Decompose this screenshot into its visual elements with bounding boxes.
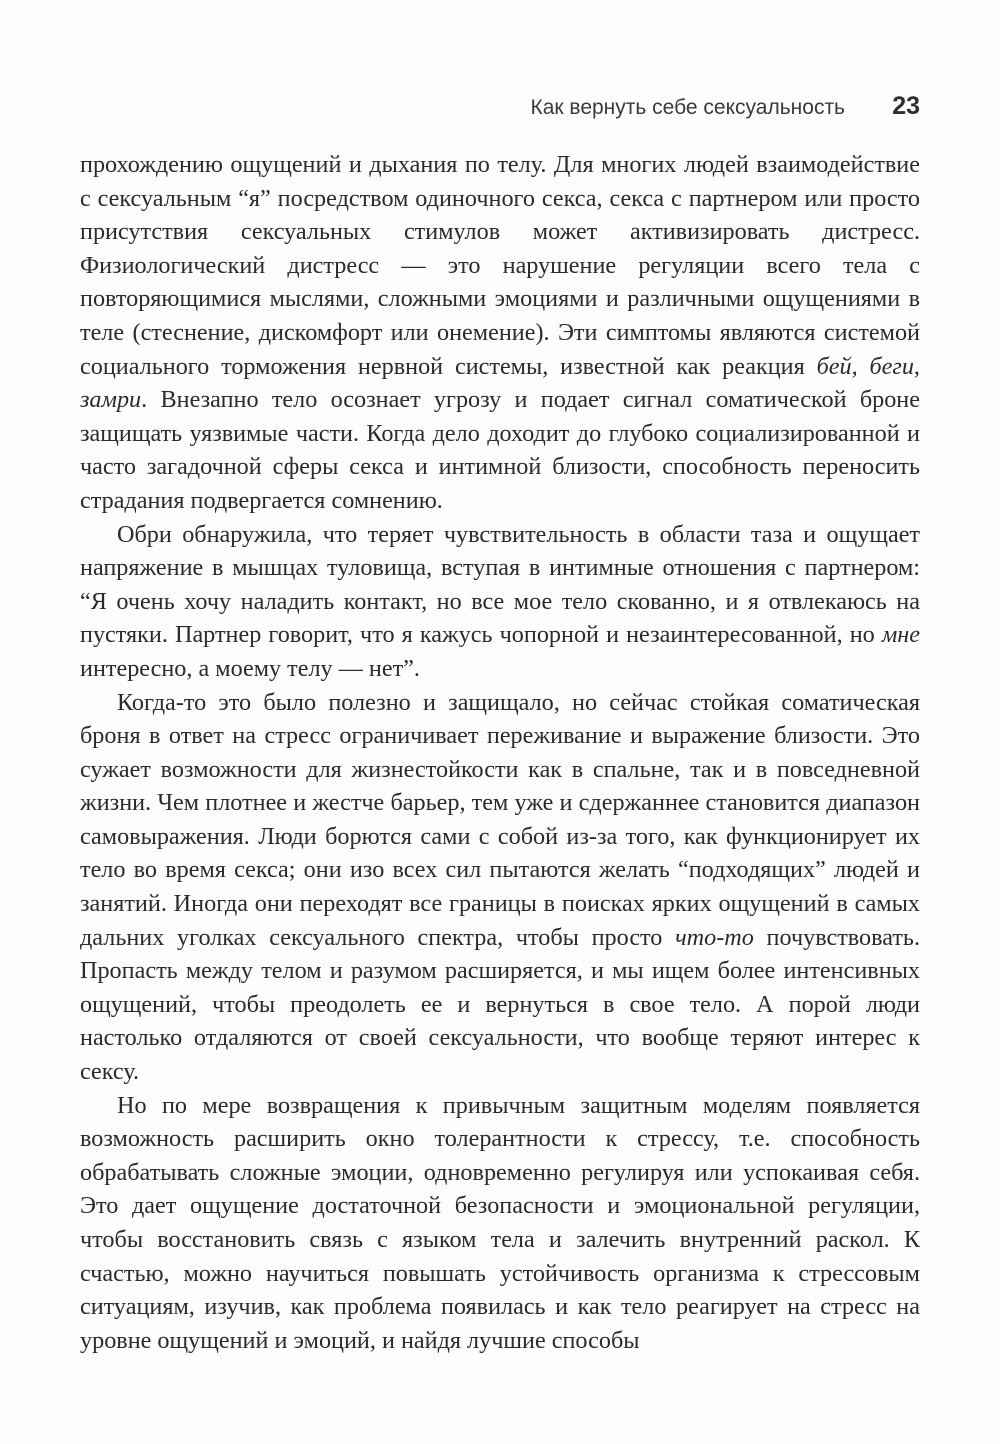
text-run: почувствовать. Пропасть между телом и разумом расширяется, и мы ищем более интенсивных ощущений, чтобы преодолеть ее и вернуться в свое тело. А порой люди настолько отдаляются от своей сексуальности, что вообще теряют интерес к сексу. [80, 923, 920, 1086]
paragraph-3 [80, 686, 920, 1089]
italic-run: бей, беги, замри [80, 352, 920, 414]
text-run: интересно, а моему телу — нет”. [80, 654, 420, 682]
italic-run: мне [881, 621, 920, 649]
running-header-title: Как вернуть себе сексуальность [530, 96, 845, 119]
paragraph-1 [80, 148, 920, 518]
text-run: прохождению ощущений и дыхания по телу. Для многих людей взаимодействие с сексуальным “я” посредством одиночного секса, секса с партнером или просто присутствия сексуальных стимулов может активизировать дистресс. Физиологический дистресс — это нарушение регуляции всего тела с повторяющимися мыслями, сложными эмоциями и различными ощущениями в теле (стеснение, дискомфорт или онемение). Эти симптомы являются системой социального торможения нервной системы, известной как реакция [80, 151, 920, 380]
italic-run: что-то [675, 923, 754, 951]
text-run: Обри обнаружила, что теряет чувствительность в области таза и ощущает напряжение в мышцах туловища, вступая в интимные отношения с партнером: “Я очень хочу наладить контакт, но все мое тело скованно, и я отвлекаюсь на пустяки. Партнер говорит, что я кажусь чопорной и незаинтересованной, но [80, 520, 920, 649]
text-run: Когда-то это было полезно и защищало, но сейчас стойкая соматическая броня в ответ на стресс ограничивает переживание и выражение близости. Это сужает возможности для жизнестойкости как в спальне, так и в повседневной жизни. Чем плотнее и жестче барьер, тем уже и сдержаннее становится диапазон самовыражения. Люди борются сами с собой из-за того, как функционирует их тело во время секса; они изо всех сил пытаются желать “подходящих” людей и занятий. Иногда они переходят все границы в поисках ярких ощущений в самых дальних уголках сексуального спектра, чтобы просто [80, 688, 920, 951]
body-text [80, 148, 920, 1357]
text-run: . Внезапно тело осознает угрозу и подает сигнал соматической броне защищать уязвимые части. Когда дело доходит до глубоко социализированной и часто загадочной сферы секса и интимной близости, способность переносить страдания подвергается сомнению. [80, 386, 920, 514]
page-number: 23 [892, 92, 920, 120]
running-header [80, 92, 920, 128]
paragraph-4 [80, 1089, 920, 1358]
text-run: Но по мере возвращения к привычным защитным моделям появляется возможность расширить окно толерантности к стрессу, т.е. способность обрабатывать сложные эмоции, одновременно регулируя или успокаивая себя. Это дает ощущение достаточной безопасности и эмоциональной регуляции, чтобы восстановить связь с языком тела и залечить внутренний раскол. К счастью, можно научиться повышать устойчивость организма к стрессовым ситуациям, изучив, как проблема появилась и как тело реагирует на стресс на уровне ощущений и эмоций, и найдя лучшие способы [80, 1091, 920, 1354]
paragraph-2 [80, 518, 920, 686]
